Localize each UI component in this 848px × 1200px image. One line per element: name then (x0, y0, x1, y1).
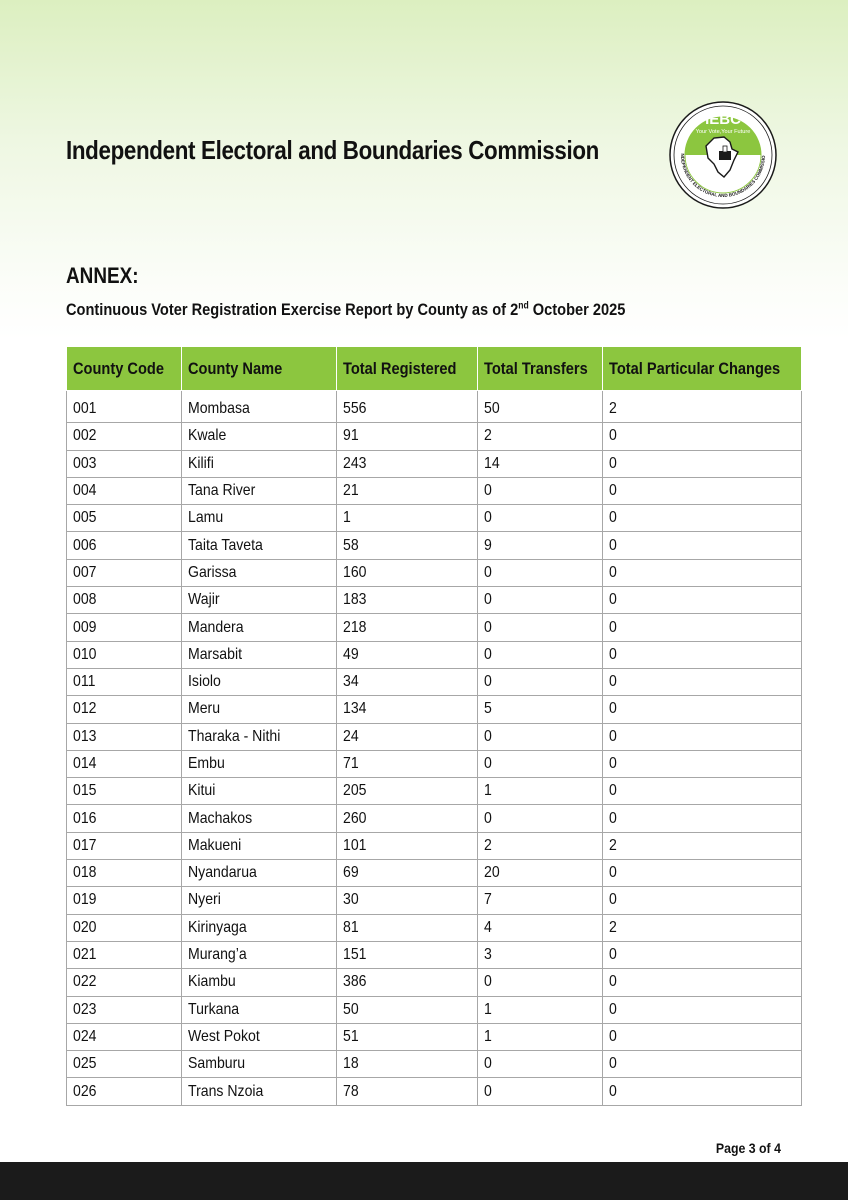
total-particular-changes-cell: 0 (603, 778, 802, 805)
county-code-cell: 001 (67, 396, 182, 423)
county-code-cell: 009 (67, 614, 182, 641)
total-transfers-cell: 9 (478, 532, 603, 559)
table-row (67, 1051, 802, 1078)
report-title-suffix: October 2025 (528, 300, 626, 319)
table-row (67, 505, 802, 532)
county-code-cell: 013 (67, 723, 182, 750)
logo-ring-text: NDEPENDENT ELECTORAL AND BOUNDARIES COMMISSIO (679, 153, 767, 199)
total-transfers-cell: 2 (478, 832, 603, 859)
total-registered-cell: 260 (337, 805, 478, 832)
total-registered-cell: 205 (337, 778, 478, 805)
column-header-total-particular-changes: Total Particular Changes (603, 347, 802, 391)
county-name-cell: Nyandarua (182, 860, 337, 887)
table-row (67, 587, 802, 614)
county-name-cell: Tharaka - Nithi (182, 723, 337, 750)
total-registered-cell: 24 (337, 723, 478, 750)
total-particular-changes-cell: 0 (603, 996, 802, 1023)
total-transfers-cell: 1 (478, 778, 603, 805)
logo-abbreviation: IEBC (705, 111, 741, 128)
county-name-cell: Embu (182, 750, 337, 777)
county-name-cell: Turkana (182, 996, 337, 1023)
report-title (66, 300, 625, 320)
column-header-total-transfers: Total Transfers (478, 347, 603, 391)
county-code-cell: 023 (67, 996, 182, 1023)
county-code-cell: 024 (67, 1023, 182, 1050)
total-particular-changes-cell: 2 (603, 914, 802, 941)
table-row (67, 778, 802, 805)
county-name-cell: Marsabit (182, 641, 337, 668)
county-code-cell: 016 (67, 805, 182, 832)
total-registered-cell: 78 (337, 1078, 478, 1105)
column-header-county-name: County Name (182, 347, 337, 391)
total-registered-cell: 51 (337, 1023, 478, 1050)
county-code-cell: 008 (67, 587, 182, 614)
total-transfers-cell: 0 (478, 1078, 603, 1105)
table-row (67, 559, 802, 586)
county-code-cell: 004 (67, 477, 182, 504)
table-row (67, 750, 802, 777)
table-row (67, 860, 802, 887)
county-name-cell: Nyeri (182, 887, 337, 914)
county-name-cell: Taita Taveta (182, 532, 337, 559)
total-transfers-cell: 2 (478, 423, 603, 450)
total-transfers-cell: 20 (478, 860, 603, 887)
county-name-cell: Mombasa (182, 396, 337, 423)
total-transfers-cell: 0 (478, 1051, 603, 1078)
county-code-cell: 010 (67, 641, 182, 668)
total-particular-changes-cell: 0 (603, 941, 802, 968)
county-name-cell: Kwale (182, 423, 337, 450)
table-row (67, 914, 802, 941)
total-particular-changes-cell: 0 (603, 723, 802, 750)
total-registered-cell: 556 (337, 396, 478, 423)
total-transfers-cell: 50 (478, 396, 603, 423)
table-row (67, 723, 802, 750)
total-particular-changes-cell: 0 (603, 750, 802, 777)
page-number: Page 3 of 4 (715, 1140, 781, 1156)
total-registered-cell: 81 (337, 914, 478, 941)
table-row (67, 532, 802, 559)
county-name-cell: Kilifi (182, 450, 337, 477)
county-code-cell: 014 (67, 750, 182, 777)
table-row (67, 1023, 802, 1050)
total-registered-cell: 34 (337, 668, 478, 695)
county-code-cell: 017 (67, 832, 182, 859)
total-transfers-cell: 0 (478, 614, 603, 641)
total-registered-cell: 58 (337, 532, 478, 559)
total-particular-changes-cell: 0 (603, 532, 802, 559)
total-registered-cell: 218 (337, 614, 478, 641)
total-transfers-cell: 0 (478, 477, 603, 504)
total-registered-cell: 101 (337, 832, 478, 859)
total-particular-changes-cell: 0 (603, 423, 802, 450)
county-code-cell: 015 (67, 778, 182, 805)
total-registered-cell: 386 (337, 969, 478, 996)
total-transfers-cell: 14 (478, 450, 603, 477)
total-registered-cell: 243 (337, 450, 478, 477)
report-title-superscript: nd (518, 300, 529, 312)
county-code-cell: 025 (67, 1051, 182, 1078)
county-name-cell: Trans Nzoia (182, 1078, 337, 1105)
county-name-cell: Machakos (182, 805, 337, 832)
county-registration-table (66, 346, 802, 1106)
county-code-cell: 022 (67, 969, 182, 996)
total-particular-changes-cell: 0 (603, 805, 802, 832)
total-transfers-cell: 3 (478, 941, 603, 968)
total-transfers-cell: 5 (478, 696, 603, 723)
total-registered-cell: 134 (337, 696, 478, 723)
total-particular-changes-cell: 0 (603, 696, 802, 723)
county-name-cell: Garissa (182, 559, 337, 586)
total-transfers-cell: 0 (478, 559, 603, 586)
table-row (67, 969, 802, 996)
total-particular-changes-cell: 0 (603, 559, 802, 586)
county-name-cell: Isiolo (182, 668, 337, 695)
total-particular-changes-cell: 0 (603, 1051, 802, 1078)
county-code-cell: 018 (67, 860, 182, 887)
total-transfers-cell: 0 (478, 969, 603, 996)
footer-bar (0, 1162, 848, 1200)
county-name-cell: Wajir (182, 587, 337, 614)
table-row (67, 396, 802, 423)
table-row (67, 887, 802, 914)
table-row (67, 614, 802, 641)
total-particular-changes-cell: 2 (603, 832, 802, 859)
table-row (67, 832, 802, 859)
table-row (67, 423, 802, 450)
logo-slogan: Your Vote,Your Future (695, 129, 751, 135)
county-code-cell: 002 (67, 423, 182, 450)
total-registered-cell: 91 (337, 423, 478, 450)
county-code-cell: 006 (67, 532, 182, 559)
total-transfers-cell: 0 (478, 668, 603, 695)
total-particular-changes-cell: 0 (603, 641, 802, 668)
total-particular-changes-cell: 0 (603, 614, 802, 641)
county-name-cell: Mandera (182, 614, 337, 641)
table-row (67, 641, 802, 668)
iebc-logo-icon (668, 100, 778, 210)
page-title: Independent Electoral and Boundaries Commission (66, 135, 599, 165)
total-registered-cell: 21 (337, 477, 478, 504)
total-particular-changes-cell: 0 (603, 860, 802, 887)
report-title-prefix: Continuous Voter Registration Exercise Report by County as of 2 (66, 300, 519, 319)
total-particular-changes-cell: 0 (603, 668, 802, 695)
table-row (67, 941, 802, 968)
county-code-cell: 005 (67, 505, 182, 532)
table-row (67, 668, 802, 695)
county-name-cell: Kiambu (182, 969, 337, 996)
total-particular-changes-cell: 0 (603, 1023, 802, 1050)
table-body (67, 391, 802, 1106)
total-registered-cell: 49 (337, 641, 478, 668)
total-registered-cell: 151 (337, 941, 478, 968)
total-registered-cell: 69 (337, 860, 478, 887)
total-registered-cell: 183 (337, 587, 478, 614)
table-row (67, 805, 802, 832)
county-name-cell: Kirinyaga (182, 914, 337, 941)
total-registered-cell: 50 (337, 996, 478, 1023)
county-name-cell: Samburu (182, 1051, 337, 1078)
county-code-cell: 012 (67, 696, 182, 723)
county-code-cell: 019 (67, 887, 182, 914)
table-row (67, 450, 802, 477)
iebc-logo (668, 100, 778, 210)
column-header-total-registered: Total Registered (337, 347, 478, 391)
table-row (67, 996, 802, 1023)
county-code-cell: 011 (67, 668, 182, 695)
county-code-cell: 003 (67, 450, 182, 477)
county-code-cell: 021 (67, 941, 182, 968)
total-registered-cell: 160 (337, 559, 478, 586)
table-row (67, 1078, 802, 1105)
total-particular-changes-cell: 0 (603, 505, 802, 532)
total-particular-changes-cell: 0 (603, 450, 802, 477)
total-registered-cell: 30 (337, 887, 478, 914)
county-name-cell: Lamu (182, 505, 337, 532)
total-registered-cell: 1 (337, 505, 478, 532)
total-particular-changes-cell: 0 (603, 587, 802, 614)
total-transfers-cell: 4 (478, 914, 603, 941)
annex-heading: ANNEX: (66, 263, 139, 288)
county-name-cell: Tana River (182, 477, 337, 504)
total-transfers-cell: 0 (478, 805, 603, 832)
total-particular-changes-cell: 0 (603, 969, 802, 996)
county-name-cell: Meru (182, 696, 337, 723)
county-name-cell: Kitui (182, 778, 337, 805)
total-transfers-cell: 0 (478, 723, 603, 750)
total-transfers-cell: 1 (478, 996, 603, 1023)
total-particular-changes-cell: 0 (603, 1078, 802, 1105)
table-row (67, 696, 802, 723)
county-name-cell: West Pokot (182, 1023, 337, 1050)
total-registered-cell: 71 (337, 750, 478, 777)
county-name-cell: Makueni (182, 832, 337, 859)
county-code-cell: 026 (67, 1078, 182, 1105)
total-particular-changes-cell: 2 (603, 396, 802, 423)
total-transfers-cell: 0 (478, 587, 603, 614)
county-code-cell: 020 (67, 914, 182, 941)
total-transfers-cell: 7 (478, 887, 603, 914)
total-transfers-cell: 0 (478, 641, 603, 668)
county-code-cell: 007 (67, 559, 182, 586)
total-transfers-cell: 1 (478, 1023, 603, 1050)
total-particular-changes-cell: 0 (603, 887, 802, 914)
county-name-cell: Murang’a (182, 941, 337, 968)
table-header-row (67, 347, 802, 391)
total-registered-cell: 18 (337, 1051, 478, 1078)
total-transfers-cell: 0 (478, 505, 603, 532)
column-header-county-code: County Code (67, 347, 182, 391)
total-transfers-cell: 0 (478, 750, 603, 777)
total-particular-changes-cell: 0 (603, 477, 802, 504)
table-row (67, 477, 802, 504)
